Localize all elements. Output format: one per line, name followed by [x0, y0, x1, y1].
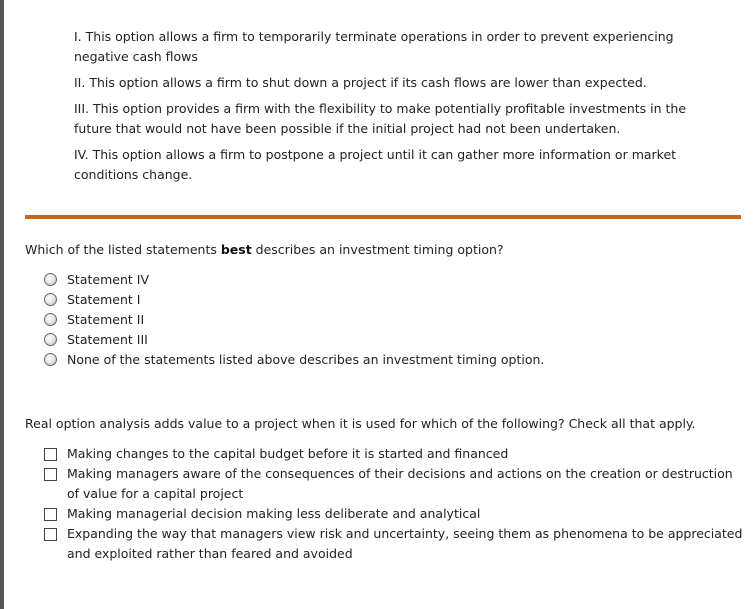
checkbox-option-label[interactable]: Making managerial decision making less deliberate and analytical [67, 506, 481, 521]
radio-option-label[interactable]: None of the statements listed above describes an investment timing option. [67, 352, 545, 367]
checkbox-option-label[interactable]: Making managers aware of the consequences of their decisions and actions on the creation or destruction of value for a capital project [67, 466, 733, 501]
left-border-bar [0, 0, 4, 609]
radio-option-4[interactable] [44, 330, 744, 350]
question-1-options [44, 270, 744, 370]
statement-list [74, 27, 694, 191]
checkbox-option-label[interactable]: Making changes to the capital budget before it is started and financed [67, 446, 509, 461]
checkbox[interactable] [44, 528, 57, 541]
question-2-options [44, 444, 744, 564]
statement-1: I. This option allows a firm to temporarily terminate operations in order to prevent experiencing negative cash flows [74, 29, 674, 64]
question-1-prompt [25, 240, 745, 260]
checkbox-option-label[interactable]: Expanding the way that managers view risk and uncertainty, seeing them as phenomena to be appreciated and exploited rather than feared and avoided [67, 526, 743, 561]
question-2-prompt: Real option analysis adds value to a project when it is used for which of the following? Check all that apply. [25, 416, 696, 431]
radio-button[interactable] [44, 313, 57, 326]
checkbox[interactable] [44, 448, 57, 461]
statement-4: IV. This option allows a firm to postpone a project until it can gather more information or market conditions change. [74, 147, 677, 182]
checkbox[interactable] [44, 508, 57, 521]
radio-option-1[interactable] [44, 270, 744, 290]
radio-option-label[interactable]: Statement III [67, 332, 148, 347]
checkbox[interactable] [44, 468, 57, 481]
radio-option-label[interactable]: Statement II [67, 312, 145, 327]
radio-button[interactable] [44, 293, 57, 306]
statement-3: III. This option provides a firm with the flexibility to make potentially profitable investments in the future that would not have been possible if the initial project had not been undertaken. [74, 101, 687, 136]
checkbox-option-2[interactable] [44, 464, 744, 504]
question-1-prefix: Which of the listed statements [25, 242, 221, 257]
radio-option-label[interactable]: Statement I [67, 292, 141, 307]
question-1-emphasis: best [220, 242, 252, 257]
radio-button[interactable] [44, 273, 57, 286]
radio-option-3[interactable] [44, 310, 744, 330]
question-1-suffix: describes an investment timing option? [251, 242, 504, 257]
checkbox-option-1[interactable] [44, 444, 744, 464]
radio-option-5[interactable] [44, 350, 744, 370]
checkbox-option-3[interactable] [44, 504, 744, 524]
statement-2: II. This option allows a firm to shut down a project if its cash flows are lower than expected. [74, 75, 647, 90]
radio-option-label[interactable]: Statement IV [67, 272, 149, 287]
radio-option-2[interactable] [44, 290, 744, 310]
radio-button[interactable] [44, 353, 57, 366]
checkbox-option-4[interactable] [44, 524, 744, 564]
radio-button[interactable] [44, 333, 57, 346]
section-divider [25, 215, 741, 219]
